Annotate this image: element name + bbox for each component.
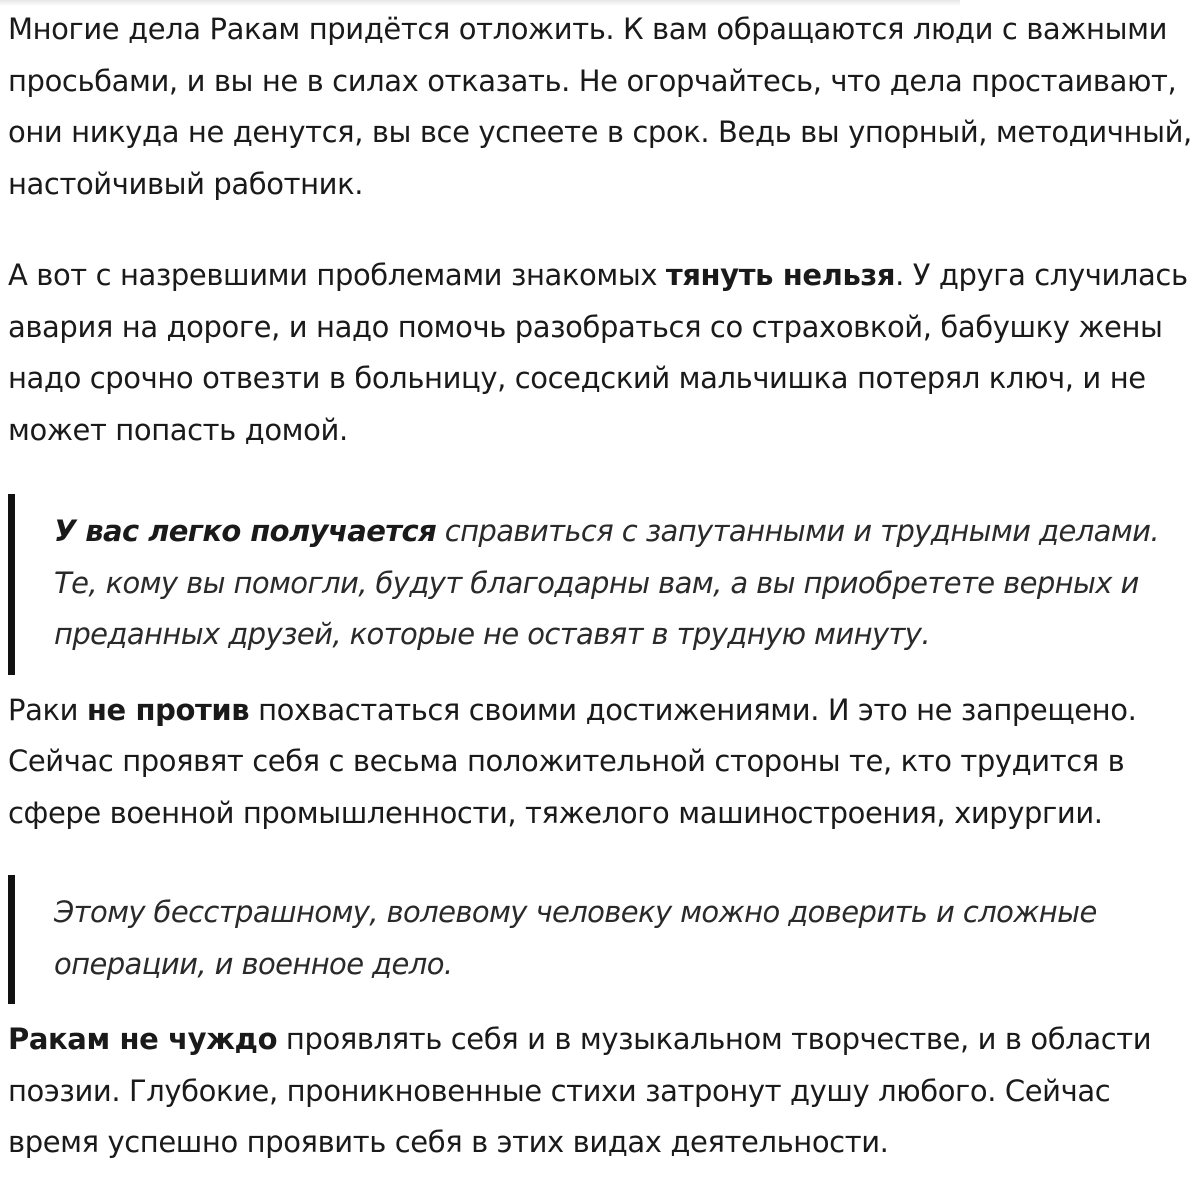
- paragraph-2-emphasis: тянуть нельзя: [665, 258, 896, 292]
- paragraph-2: [8, 250, 1194, 456]
- paragraph-3-text-after: похвастаться своими достижениями. И это не запрещено. Сейчас проявят себя с весьма положительной стороны те, кто трудится в сфере военной промышленности, тяжелого машиностроения, хирургии.: [8, 692, 1137, 830]
- paragraph-3: [8, 685, 1194, 840]
- blockquote-1: [8, 494, 1194, 675]
- article-body: [8, 4, 1194, 1169]
- paragraph-1: [8, 4, 1194, 210]
- blockquote-2-text: [54, 887, 1194, 990]
- blockquote-1-text-after: справиться с запутанными и трудными делами. Те, кому вы помогли, будут благодарны вам, а вы приобретете верных и преданных друзей, которые не оставят в трудную минуту.: [54, 514, 1159, 651]
- paragraph-3-text-before: Раки: [8, 692, 87, 727]
- blockquote-2: [8, 875, 1194, 1004]
- paragraph-2-text-before: А вот с назревшими проблемами знакомых: [8, 258, 666, 292]
- paragraph-4: [8, 1014, 1194, 1169]
- blockquote-2-text-content: Этому бесстрашному, волевому человеку можно доверить и сложные операции, и военное дело.: [54, 895, 1097, 981]
- paragraph-1-text: Многие дела Ракам придётся отложить. К вам обращаются люди с важными просьбами, и вы не в силах отказать. Не огорчайтесь, что дела простаивают, они никуда не денутся, вы все успеете в срок. Ведь вы упорный, методичный, настойчивый работник.: [8, 12, 1192, 201]
- blockquote-1-emphasis: У вас легко получается: [54, 514, 437, 548]
- paragraph-3-emphasis: не против: [86, 692, 250, 727]
- paragraph-4-emphasis: Ракам не чуждо: [8, 1022, 278, 1056]
- paragraph-2-text-after: . У друга случилась авария на дороге, и надо помочь разобраться со страховкой, бабушку жены надо срочно отвезти в больницу, соседский мальчишка потерял ключ, и не может попасть домой.: [8, 258, 1188, 447]
- paragraph-4-text-after: проявлять себя и в музыкальном творчестве, и в области поэзии. Глубокие, проникновенные стихи затронут душу любого. Сейчас время успешно проявить себя в этих видах деятельности.: [8, 1022, 1152, 1159]
- blockquote-1-text: [54, 506, 1194, 661]
